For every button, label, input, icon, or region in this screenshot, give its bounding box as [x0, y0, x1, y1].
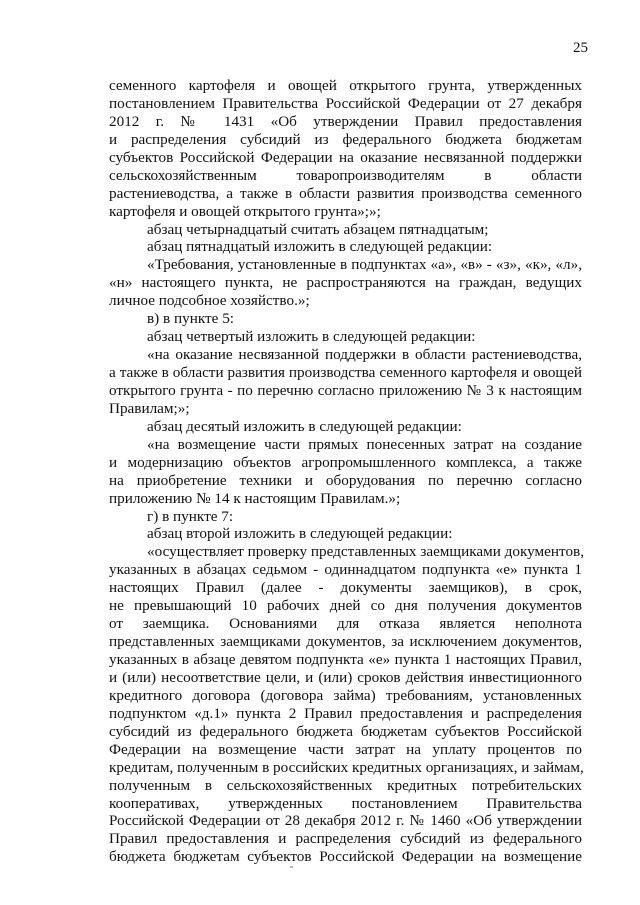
text-line: и (или) несоответствие цели, и (или) сроков действия инвестиционного [109, 668, 582, 686]
text-line: субъектов Российской Федерации на оказание несвязанной поддержки [109, 148, 582, 166]
text-line: открытого грунта - по перечню согласно приложению № 3 к настоящим [109, 381, 582, 399]
text-line: полученным в сельскохозяйственных кредитных потребительских [109, 776, 582, 794]
text-line: семенного картофеля и овощей открытого грунта, утвержденных [109, 77, 582, 94]
text-line: «на оказание несвязанной поддержки в области растениеводства, [147, 346, 582, 364]
text-line: г) в пункте 7: [147, 507, 234, 525]
text-line: растениеводства, а также в области развития производства семенного [109, 184, 582, 202]
text-line: «Требования, установленные в подпунктах «а», «в» - «з», «к», «л», [147, 256, 582, 274]
text-line: от заемщика. Основаниями для отказа является неполнота [109, 615, 582, 633]
text-line: «осуществляет проверку представленных заемщиками документов, [147, 543, 585, 561]
text-line: абзац десятый изложить в следующей редакции: [147, 417, 462, 435]
text-line: и распределения субсидий из федерального бюджета бюджетам [109, 130, 582, 148]
scan-speck [290, 866, 293, 868]
text-line: абзац четырнадцатый считать абзацем пятнадцатым; [147, 220, 489, 238]
text-line: приложению № 14 к настоящим Правилам.»; [109, 489, 401, 507]
text-line: подпунктом «д.1» пункта 2 Правил предоставления и распределения [109, 704, 582, 722]
text-line: Правил предоставления и распределения субсидий из федерального [109, 830, 582, 848]
text-line: абзац пятнадцатый изложить в следующей редакции: [147, 238, 493, 256]
text-line: настоящих Правил (далее - документы заемщиков), в срок, [109, 579, 582, 597]
text-line: постановлением Правительства Российской Федерации от 27 декабря [109, 94, 582, 112]
document-body [109, 77, 585, 866]
text-line: абзац второй изложить в следующей редакции: [147, 525, 453, 543]
text-line: кредитам, полученным в российских кредитных организациях, и займам, [109, 758, 584, 776]
text-line: сельскохозяйственным товаропроизводителям в области [109, 166, 582, 184]
text-line: картофеля и овощей открытого грунта»;»; [109, 202, 381, 220]
text-line: Российской Федерации от 28 декабря 2012 г. № 1460 «Об утверждении [109, 812, 582, 830]
text-line: Федерации на возмещение части затрат на уплату процентов по [109, 740, 582, 758]
text-line: указанных в абзаце девятом подпункта «е» пункта 1 настоящих Правил, [109, 651, 582, 668]
text-line: а также в области развития производства семенного картофеля и овощей [109, 364, 582, 381]
text-line: субсидий из федерального бюджета бюджетам субъектов Российской [109, 722, 582, 740]
text-line: на приобретение техники и оборудования по перечню согласно [109, 471, 582, 489]
text-line: «н» настоящего пункта, не распространяются на граждан, ведущих [109, 274, 582, 292]
text-line: указанных в абзацах седьмом - одиннадцатом подпункта «е» пункта 1 [109, 561, 582, 579]
text-line: 2012 г. № 1431 «Об утверждении Правил предоставления [109, 112, 582, 130]
text-line: и модернизацию объектов агропромышленного комплекса, а также [109, 453, 582, 471]
text-line: бюджета бюджетам субъектов Российской Федерации на возмещение [109, 848, 582, 866]
text-line: личное подсобное хозяйство.»; [109, 292, 310, 310]
text-line: в) в пункте 5: [147, 310, 235, 328]
page-number: 25 [573, 40, 588, 56]
text-line: абзац четвертый изложить в следующей редакции: [147, 328, 476, 346]
text-line: не превышающий 10 рабочих дней со дня получения документов [109, 597, 582, 615]
text-line: Правилам;»; [109, 399, 190, 417]
text-line: кооперативах, утвержденных постановлением Правительства [109, 794, 582, 812]
text-line: «на возмещение части прямых понесенных затрат на создание [147, 435, 582, 453]
text-line: кредитного договора (договора займа) требованиям, установленных [109, 686, 582, 704]
text-line: представленных заемщиками документов, за исключением документов, [109, 633, 582, 651]
